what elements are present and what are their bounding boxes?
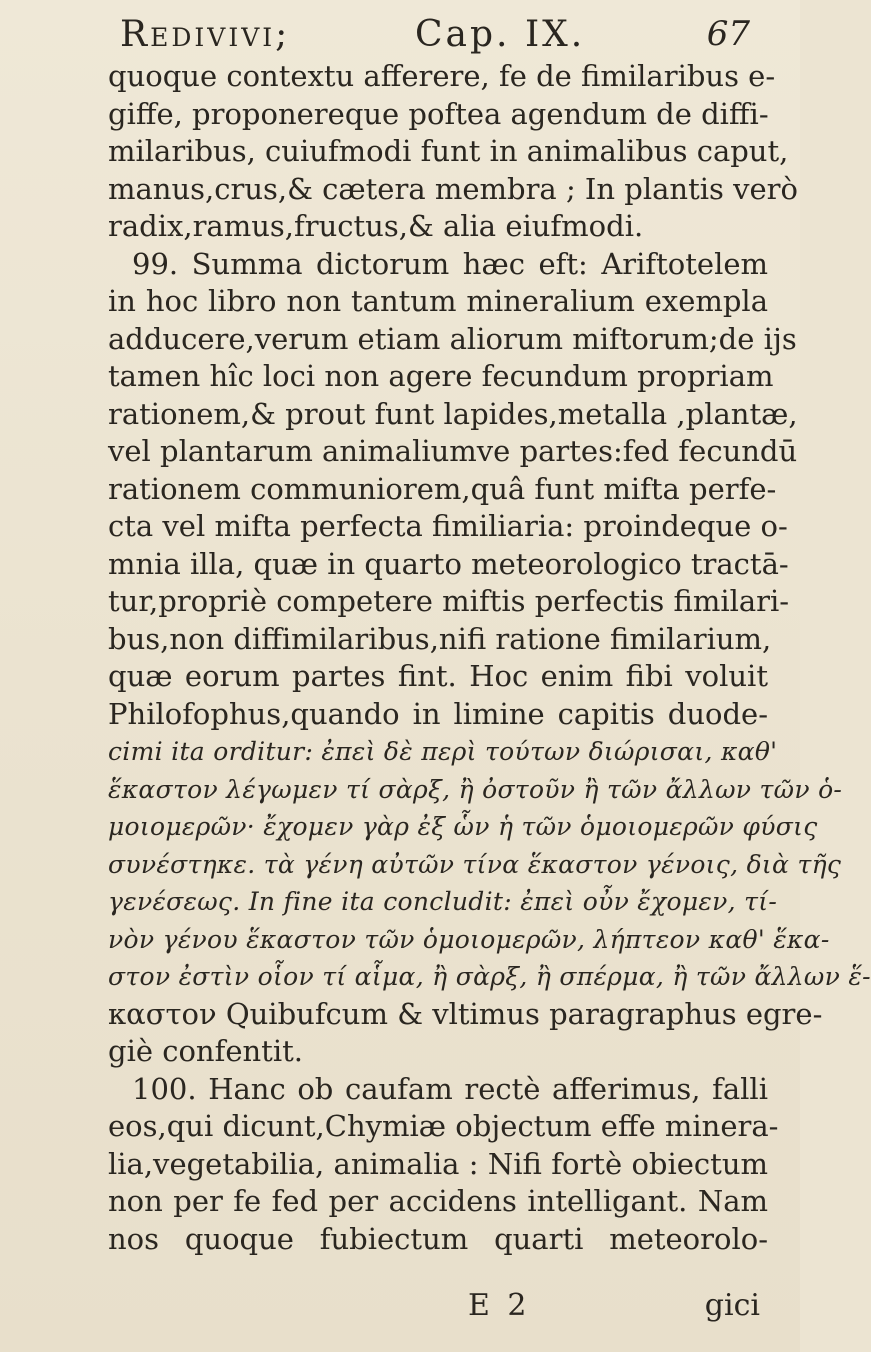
body-text [108, 58, 871, 1258]
page-number: 67 [706, 14, 750, 54]
catchword: gici [704, 1288, 760, 1323]
chapter-label: Cap. IX. [415, 14, 586, 55]
text-line: bus,non diffimilaribus,nifi ratione fimilarium, [108, 621, 772, 656]
text-line: adducere,verum etiam aliorum miftorum;de ijs [108, 321, 797, 356]
text-line: Philofophus,quando in limine capitis duode- [108, 696, 768, 731]
text-line: radix,ramus,fructus,& alia eiufmodi. [108, 209, 644, 243]
text-line: manus,crus,& cætera membra ; In plantis verò [108, 171, 798, 206]
text-line: quæ eorum partes fint. Hoc enim fibi voluit [108, 659, 768, 693]
greek-quote-line: στον ἐστὶν οἷον τί αἷμα, ἢ σὰρξ, ἢ σπέρμα, ἢ τῶν ἄλλων ἕ- [108, 962, 871, 991]
text-line: giffe, proponereque poftea agendum de diffi- [108, 96, 769, 131]
text-line: in hoc libro non tantum mineralium exempla [108, 284, 768, 318]
text-line: eos,qui dicunt,Chymiæ objectum effe minera- [108, 1109, 779, 1143]
greek-quote-line: γενέσεως. In fine ita concludit: ἐπεὶ οὖν ἔχομεν, τί- [108, 887, 778, 916]
text-line: καστον Quibufcum & vltimus paragraphus egre- [108, 996, 823, 1031]
text-line: nos quoque fubiectum quarti meteorolo- [108, 1221, 768, 1256]
text-line: quoque contextu afferere, fe de fimilaribus e- [108, 59, 776, 93]
paragraph-99-start: 99. Summa dictorum hæc eft: Ariftotelem [132, 246, 768, 281]
text-line: cta vel mifta perfecta fimiliaria: proindeque o- [108, 509, 788, 543]
greek-quote-line: ἕκαστον λέγωμεν τί σὰρξ, ἢ ὀστοῦν ἢ τῶν ἄλλων τῶν ὁ- [108, 774, 843, 804]
greek-quote-line: μοιομερῶν· ἔχομεν γὰρ ἐξ ὧν ἡ τῶν ὁμοιομερῶν φύσις [108, 812, 818, 841]
greek-quote-line: συνέστηκε. τὰ γένη αὐτῶν τίνα ἕκαστον γένοις, διὰ τῆς [108, 849, 842, 879]
text-line: tamen hîc loci non agere fecundum propriam [108, 359, 774, 393]
running-head [60, 14, 760, 54]
text-line: mnia illa, quæ in quarto meteorologico tractā- [108, 546, 789, 581]
text-line: milaribus, cuiufmodi funt in animalibus caput, [108, 134, 789, 168]
greek-quote-line: cimi ita orditur: ἐπεὶ δὲ περὶ τούτων διώρισαι, καθ' [108, 737, 778, 766]
text-line: vel plantarum animaliumve partes:fed fecundū [108, 434, 798, 468]
footer-row [108, 1288, 768, 1328]
text-line: rationem communiorem,quâ funt mifta perfe- [108, 471, 777, 506]
text-line: giè confentit. [108, 1034, 303, 1068]
running-title: Redivivi; [120, 14, 291, 55]
greek-quote-line: νὸν γένου ἕκαστον τῶν ὁμοιομερῶν, λήπτεον καθ' ἕκα- [108, 924, 830, 954]
text-line: rationem,& prout funt lapides,metalla ,plantæ, [108, 396, 798, 431]
text-line: lia,vegetabilia, animalia : Nifi fortè obiectum [108, 1146, 768, 1181]
signature-mark: E 2 [468, 1288, 531, 1323]
text-line: tur,propriè competere miftis perfectis fimilari- [108, 584, 790, 618]
text-line: non per fe fed per accidens intelligant. Nam [108, 1184, 768, 1218]
paragraph-100-start: 100. Hanc ob caufam rectè afferimus, falli [132, 1071, 768, 1106]
